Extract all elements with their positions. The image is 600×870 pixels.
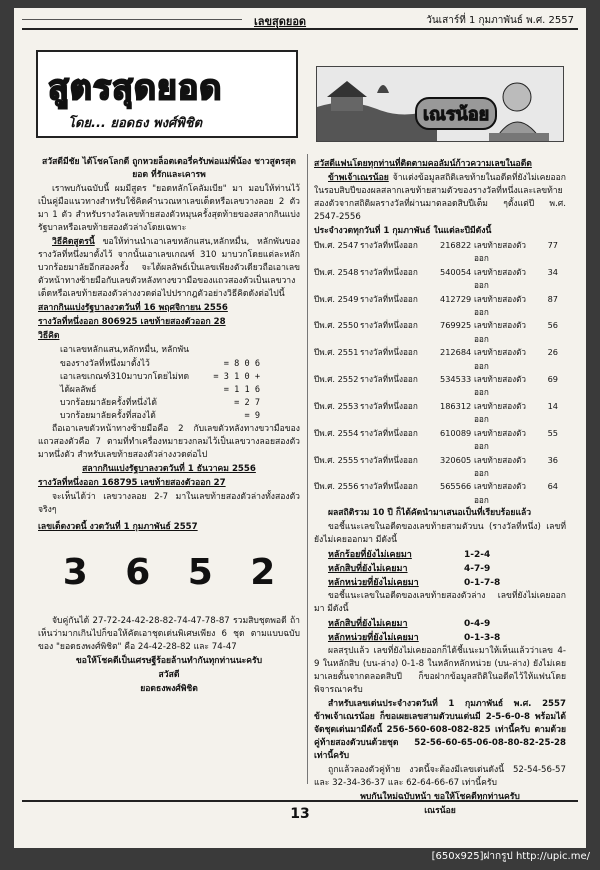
history-row: ปีพ.ศ. 2547 รางวัลที่หนึ่งออก 216822 เลขท้ายสองตัวออก 77: [314, 240, 558, 264]
calc-block: [38, 358, 300, 423]
magazine-name: เลขสุดยอด: [254, 15, 307, 28]
logo-byline: โดย... ยอดธง พงศ์พิชิต: [68, 116, 203, 131]
left-column: [38, 156, 300, 697]
calc-row: ของรางวัลที่หนึ่งมาตั้งไว้ = 8 0 6: [60, 359, 260, 369]
history-row: ปีพ.ศ. 2550 รางวัลที่หนึ่งออก 769925 เลขท้ายสองตัวออก 56: [314, 320, 558, 344]
column-logo: [36, 50, 298, 138]
left-sawasdee: สวัสดี: [158, 670, 180, 680]
example2-result: รางวัลที่หนึ่งออก 168795 เลขท้ายสองตัวออก 27: [38, 478, 226, 488]
calc-row: บวกร้อยมาลัยครั้งที่สองได้ = 9: [60, 411, 260, 421]
summary-text: ผลสถิติรวม 10 ปี ก็ได้คัดนำมาเสนอเป็นที่เรียบร้อยแล้ว: [328, 508, 532, 519]
history-row: ปีพ.ศ. 2549 รางวัลที่หนึ่งออก 412729 เลขท้ายสองตัวออก 87: [314, 293, 558, 318]
logo-title: สูตรสุดยอด: [48, 68, 223, 108]
bottom-rule: [22, 800, 578, 802]
lucky-digit: 2: [250, 552, 276, 593]
left-paragraph-1: เราพบกันฉบับนี้ ผมมีสูตร "ยอดหลักโคลัมเบีย" มา มอบให้ท่านไว้เป็นคู่มือแนวทางสำหรับใช้คิดคำนวณหาเลขเด็ดหรือเลขวางลอย 2 ตัวมา 1 ตัว สำหรับรางวัลเลขท้ายสองตัวหมุนครั้งสุดท้ายของสลากกินแบ่งรัฐบาลหรือเลขท้ายสองตัวล่างโดยเฉพาะ: [38, 184, 300, 233]
history-row: ปีพ.ศ. 2552 รางวัลที่หนึ่งออก 534533 เลขท้ายสองตัวออก 69: [314, 374, 558, 398]
right-signature: เณรน้อย: [424, 806, 456, 817]
example1-conclusion: ถือเอาเลขตัวหน้าทางซ้ายมือคือ 2 กับเลขตัวหลังทางขวามือของแถวสองตัวคือ 7 ตามที่ทำเครื่องหมายวงกลมไว้เป็นเลขวางลอยสองตัวมาหนึ่งตัว สำหรับเลขท้ายสองตัวล่างงวดต่อไป: [38, 424, 300, 460]
page-header: [22, 12, 578, 30]
history-row: ปีพ.ศ. 2554 รางวัลที่หนึ่งออก 610089 เลขท้ายสองตัวออก 55: [314, 427, 558, 452]
right-paragraph-3: ขอชี้แนะเลขในอดีตของเลขท้ายสองตัวล่าง เลขที่ยังไม่เคยออกมา มีดังนี้: [314, 591, 566, 615]
calc-row: เอาเลขเกณฑ์310มาบวกโดยไม่ทด = 3 1 0 +: [60, 372, 260, 382]
right-paragraph-2: ขอชี้แนะเลขในอดีตของเลขท้ายสามตัวบน (รางวัลที่หนึ่ง) เลขที่ยังไม่เคยออกมา มีดังนี้: [314, 522, 566, 546]
page-number: 13: [290, 806, 310, 822]
example2-draw: สลากกินแบ่งรัฐบาลงวดวันที่ 1 ธันวาคม 2556: [82, 464, 256, 474]
history-row: ปีพ.ศ. 2551 รางวัลที่หนึ่งออก 212684 เลขท้ายสองตัวออก 26: [314, 347, 558, 371]
upload-watermark: [650x925]ฝากรูป http://upic.me/: [431, 851, 590, 862]
history-row: ปีพ.ศ. 2553 รางวัลที่หนึ่งออก 186312 เลขท้ายสองตัวออก 14: [314, 400, 558, 425]
history-row: ปีพ.ศ. 2556 รางวัลที่หนึ่งออก 565566 เลขท้ายสองตัวออก 64: [314, 481, 558, 505]
lucky-digit: 5: [187, 552, 213, 593]
lucky-digit: 6: [125, 552, 151, 593]
lucky-digits: [38, 552, 300, 593]
pairs-text: จับคู่กันได้ 27-72-24-42-28-82-74-47-78-87 รวมสิบชุดพอดี ถ้าเห็นว่ามากเกินไปก็ขอให้คัดเอาชุดเด่นพิเศษเพียง 6 ชุด ตามแบบฉบับของ "ยอดธงพงศ์พิชิต" คือ 24-42-28-82 และ 74-47: [38, 616, 300, 652]
header-rule: [22, 19, 242, 20]
magazine-page: [14, 8, 586, 848]
history-row: ปีพ.ศ. 2555 รางวัลที่หนึ่งออก 320605 เลขท้ายสองตัวออก 36: [314, 454, 558, 478]
right-paragraph-5: สำหรับเลขเด่นประจำงวดวันที่ 1 กุมภาพันธ์ พ.ศ. 2557 ข้าพเจ้าเณรน้อย ก็ขอเผยเลขสามตัวบนเด่นมี 2-5-6-0-8 พร้อมได้จัดชุดเด่นมามีดังนี้ 256-560-608-082-825 เท่านี้ครับ ตามด้วยคู่ท้ายสองตัวบนด้วยชุด 52-56-60-65-06-08-80-82-25-28 เท่านี้ครับ: [314, 699, 566, 762]
unseen-row: หลักหน่วยที่ยังไม่เคยมา 0-1-3-8: [328, 633, 501, 644]
unseen-row: หลักร้อยที่ยังไม่เคยมา 1-2-4: [328, 550, 491, 561]
history-row: ปีพ.ศ. 2548 รางวัลที่หนึ่งออก 540054 เลขท้ายสองตัวออก 34: [314, 266, 558, 291]
example2-text: จะเห็นได้ว่า เลขวางลอย 2-7 มาในเลขท้ายสองตัวล่างทั้งสองตัวจริงๆ: [38, 492, 300, 515]
unseen-row: หลักหน่วยที่ยังไม่เคยมา 0-1-7-8: [328, 578, 501, 589]
calc-row: บวกร้อยมาลัยครั้งที่หนึ่งได้ = 2 7: [60, 398, 260, 408]
right-column: [314, 158, 566, 819]
right-paragraph-4: ผลสรุปแล้ว เลขที่ยังไม่เคยออกก็ได้ชี้แนะมาให้เห็นแล้วว่าเลข 4-9 ในหลักสิบ (บน-ล่าง) 0-1-8 ในหลักหลักหน่วย (บน-ล่าง) ยังไม่เคยมาเลยตั้นจากตลอดสิบปี ก็ขอฝากข้อมูลสถิติในอดีตไว้ให้แฟนโดยพิจารณาครับ: [314, 646, 566, 696]
left-closing: ขอให้โชคดีเป็นเศรษฐีร้อยล้านทำกันทุกท่านนะครับ: [75, 656, 263, 666]
method-title: วิธีคิดสูตรนี้: [52, 237, 95, 247]
example1-how: วิธีคิด: [38, 331, 60, 341]
right-paragraph-1: จ้าแต่งข้อมูลสถิติเลขท้ายในอดีตที่ยังไม่เคยออกในรอบสิบปีของผลสลากเลขท้ายสามตัวของรางวัลที่หนึ่งและเลขท้ายสองตัวจากสถิติผลรางวัลที่ผ่านมาตลอดสิบปีเต็ม ๆตั้งแต่ปี พ.ศ. 2547-2556: [314, 173, 566, 222]
calc-row: ได้ผลลัพธ์ = 1 1 6: [60, 385, 260, 395]
unseen-row: หลักสิบที่ยังไม่เคยมา 4-7-9: [328, 564, 491, 575]
example1-draw: สลากกินแบ่งรัฐบาลงวดวันที่ 16 พฤศจิกายน 2556: [38, 303, 228, 313]
left-signature: ยอดธงพงศ์พิชิต: [140, 684, 198, 694]
monk-illustration: [316, 66, 564, 142]
history-table-title: ประจำงวดทุกวันที่ 1 กุมภาพันธ์ ในแต่ละปีมีดังนี้: [314, 226, 492, 236]
right-paragraph-6: ถูกแล้วลองตัวคู่ท้าย งวดนี้จะต้องมีเลขเด่นดังนี้ 52-54-56-57 และ 32-34-36-37 และ 62-64-66-67 เท่านี้ครับ: [314, 765, 566, 789]
right-closing: พบกันใหม่ฉบับหน้า ขอให้โชคดีทุกท่านครับ: [360, 792, 520, 803]
right-p1-head: ข้าพเจ้าเณรน้อย: [328, 173, 389, 183]
unseen-three-digit: [314, 548, 566, 590]
history-table: [314, 239, 566, 507]
example1-result: รางวัลที่หนึ่งออก 806925 เลขท้ายสองตัวออก 28: [38, 317, 226, 327]
unseen-two-digit: [314, 617, 566, 645]
column-divider: [307, 154, 308, 784]
issue-date: วันเสาร์ที่ 1 กุมภาพันธ์ พ.ศ. 2557: [426, 15, 574, 26]
monk-column-title: เณรน้อย: [415, 97, 497, 130]
example1-intro: เอาเลขหลักแสน,หลักหมื่น, หลักพัน: [60, 345, 190, 355]
left-intro: สวัสดีมีชัย ได้โชคโลกดี ถูกหวยล็อตเตอรี่ครับพ่อแม่พี่น้อง ชาวสูตรสุดยอด ที่รักและเคารพ: [42, 157, 296, 180]
right-intro: สวัสดีแฟนโดยทุกท่านที่ติดตามคอลัมน์ก้าวความเลขในอดีต: [314, 159, 532, 169]
unseen-row: หลักสิบที่ยังไม่เคยมา 0-4-9: [328, 619, 491, 630]
method-text: ขอให้ท่านนำเอาเลขหลักแสน,หลักหมื่น, หลักพันของรางวัลที่หนึ่งมาตั้งไว้ จากนั้นเอาเลขเกณฑ์ 310 มาบวกโดยแต่ละหลักบวกร้อยมาลัยอีกสองครั้ง จะได้ผลลัพธ์เป็นเลขเพียงตัวเดียวถือเอาเลขตัวหน้าทางซ้ายมือกับเลขตัวหลังทางขวามือของแถวสองตัวเป็นเลขวางเด็ดหรือเลขท้ายสองตัวล่างงวดต่อไปปรากฎตัวอย่างวิธีคิดดังต่อไปนี้: [38, 237, 300, 299]
lucky-digit: 3: [62, 552, 88, 593]
next-draw-title: เลขเด็ดงวดนี้ งวดวันที่ 1 กุมภาพันธ์ 2557: [38, 522, 198, 532]
